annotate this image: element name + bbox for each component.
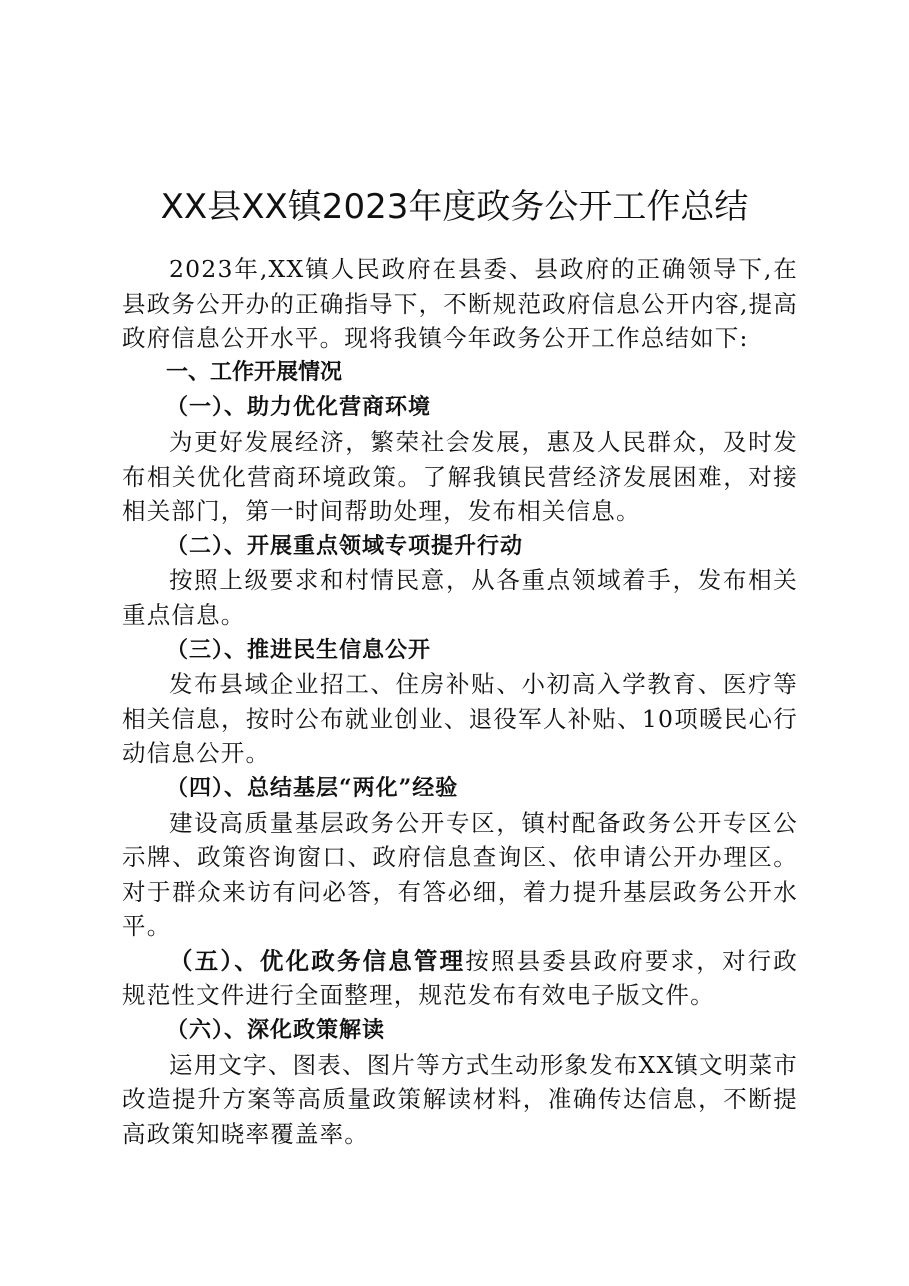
subsection-text-livelihood-info: 发布县域企业招工、住房补贴、小初高入学教育、医疗等相关信息，按时公布就业创业、退役军人补贴、10项暖民心行动信息公开。 <box>122 670 798 768</box>
subsection-text-info-management: 按照县委县政府要求，对行政规范性文件进行全面整理，规范发布有效电子版文件。 <box>122 946 798 1010</box>
subsection-text-business-environment: 为更好发展经济，繁荣社会发展，惠及人民群众，及时发布相关优化营商环境政策。了解我镇民营经济发展困难，对接相关部门，第一时间帮助处理，发布相关信息。 <box>122 427 798 526</box>
section-heading-work-progress: 一、工作开展情况 <box>166 359 343 385</box>
subsection-heading-grassroots-experience: （四）、总结基层“两化”经验 <box>166 774 459 801</box>
subsection-heading-policy-interpretation: （六）、深化政策解读 <box>166 1017 386 1044</box>
subsection-text-policy-interpretation: 运用文字、图表、图片等方式生动形象发布XX镇文明菜市改造提升方案等高质量政策解读材料，准确传达信息，不断提高政策知晓率覆盖率。 <box>122 1050 798 1148</box>
intro-paragraph: 2023年,XX镇人民政府在县委、县政府的正确领导下,在县政务公开办的正确指导下，不断规范政府信息公开内容,提高政府信息公开水平。现将我镇今年政务公开工作总结如下: <box>122 255 798 353</box>
document-body <box>122 252 798 1151</box>
subsection-heading-key-areas: （二）、开展重点领域专项提升行动 <box>166 532 524 559</box>
subsection-heading-livelihood-info: （三）、推进民生信息公开 <box>166 636 432 663</box>
document-title: XX县XX镇2023年度政务公开工作总结 <box>160 186 749 227</box>
subsection-heading-info-management: （五）、优化政务信息管理 <box>169 946 466 975</box>
subsection-paragraph-info-management <box>122 944 798 1013</box>
subsection-heading-business-environment: （一）、助力优化营商环境 <box>166 394 432 421</box>
subsection-text-grassroots-experience: 建设高质量基层政务公开专区，镇村配备政务公开专区公示牌、政策咨询窗口、政府信息查询区、依申请公开办理区。对于群众来访有问必答，有答必细，着力提升基层政务公开水平。 <box>122 808 798 941</box>
subsection-text-key-areas: 按照上级要求和村情民意，从各重点领域着手，发布相关重点信息。 <box>122 566 798 629</box>
